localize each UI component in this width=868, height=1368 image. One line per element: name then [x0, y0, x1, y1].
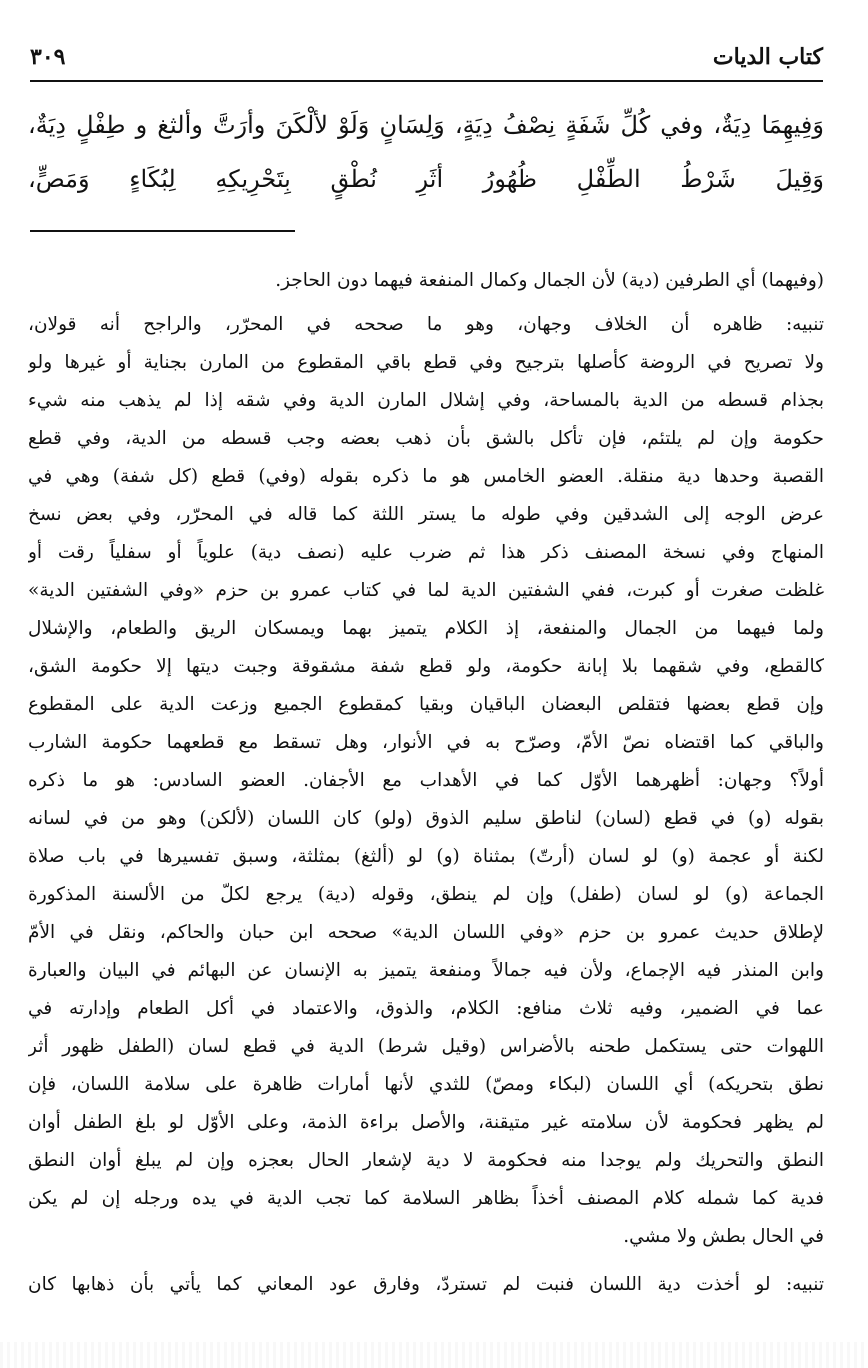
sharh-line: الجماعة (و) لو لسان (طفل) وإن لم ينطق، وقوله (دية) يرجع لكلّ من الألسنة المذكورة	[28, 884, 824, 905]
sharh-line: المنهاج وفي نسخة المصنف ذكر هذا ثم ضرب عليه (نصف دية) علوياً أو سفلياً رقت أو	[28, 542, 824, 563]
sharh-line: وإن قطع بعضها فتقلص البعضان الباقيان وبقيا كمقطوع الجميع وزعت الدية على المقطوع	[28, 694, 824, 715]
page-header	[30, 40, 823, 82]
sharh-line: عما في الضمير، وفيه ثلاث منافع: الكلام، والذوق، والاعتماد في أكل الطعام وإدارته في	[28, 998, 824, 1019]
separator-rule	[30, 230, 295, 232]
sharh-line: لإطلاق حديث عمرو بن حزم «وفي اللسان الدية» صححه ابن حبان والحاكم، ونقل في الأمّ	[28, 922, 824, 943]
sharh-line: (وفيهما) أي الطرفين (دية) لأن الجمال وكمال المنفعة فيهما دون الحاجز.	[275, 270, 824, 291]
sharh-line: بجذام قسطه من الدية بالمساحة، وفي إشلال المارن الدية وفي شقه إذا لم يذهب منه شيء	[28, 390, 824, 411]
sharh-line: أولاً؟ وجهان: أظهرهما الأوّل كما في الأهداب مع الأجفان. العضو السادس: هو ما ذكره	[28, 770, 824, 791]
sharh-line: والباقي كما اقتضاه نصّ الأمّ، وصرّح به في الأنوار، وهل تسقط مع قطعهما حكومة الشارب	[28, 732, 824, 753]
page-number: ٣٠٩	[30, 44, 66, 70]
sharh-commentary	[28, 262, 824, 1304]
sharh-line: ولا تصريح في الروضة كأصلها بترجيح وفي قطع باقي المقطوع من المارن بجناية أو غيرها ولو	[28, 352, 824, 373]
sharh-line: لكنة أو عجمة (و) لو لسان (أرتّ) بمثناة (و) لو (ألثغ) بمثلثة، وسبق تفسيرها في باب صلاة	[28, 846, 824, 867]
sharh-line: اللهوات حتى يستكمل طحنه بالأضراس (وقيل شرط) الدية في قطع لسان (الطفل ظهور أثر	[28, 1036, 824, 1057]
matn-line: وَقِيلَ شَرْطُ الطِّفْلِ ظُهُورُ أثَرِ نُطْقٍ بِتَحْرِيكِهِ لِبُكَاءٍ وَمَصٍّ،	[28, 165, 824, 193]
matn-text	[28, 98, 824, 206]
sharh-line: لم يظهر فحكومة لأن سلامته غير متيقنة، والأصل براءة الذمة، وعلى الأوّل لو بلغ الطفل أوان	[28, 1112, 824, 1133]
sharh-line: بقوله (و) في قطع (لسان) لناطق سليم الذوق (ولو) كان اللسان (لألكن) وهو من في لسانه	[28, 808, 824, 829]
sharh-line: وابن المنذر فيه الإجماع، ولأن فيه جمالاً ومنفعة يتميز به الإنسان عن البهائم في البيان والعبارة	[28, 960, 824, 981]
matn-line: وَفِيهِمَا دِيَةٌ، وفي كُلِّ شَفَةٍ نِصْفُ دِيَةٍ، وَلِسَانٍ وَلَوْ لألْكَنَ وأرَتَّ وألثغ و طِفْلٍ دِيَةٌ،	[28, 111, 824, 139]
sharh-line: غلظت صغرت أو كبرت، ففي الشفتين الدية لما في كتاب عمرو بن حزم «وفي الشفتين الدية»	[28, 580, 824, 601]
note-line: تنبيه: لو أخذت دية اللسان فنبت لم تستردّ، وفارق عود المعاني كما يأتي بأن ذهابها كان	[28, 1274, 824, 1295]
scan-edge-noise	[0, 1342, 868, 1368]
sharh-line: ولما فيهما من الجمال والمنفعة، إذ الكلام يتميز بهما ويمسكان الريق والطعام، والإشلال	[28, 618, 824, 639]
sharh-line: تنبيه: ظاهره أن الخلاف وجهان، وهو ما صححه في المحرّر، والراجح أنه قولان،	[28, 314, 824, 335]
running-title: كتاب الديات	[712, 44, 823, 70]
sharh-line: حكومة وإن لم يلتئم، فإن تأكل بالشق بأن ذهب بعضه وجب قسطه من الدية، وفي قطع	[28, 428, 824, 449]
sharh-line: في الحال بطش ولا مشي.	[623, 1226, 824, 1247]
sharh-line: كالقطع، وفي شقهما بلا إبانة حكومة، ولو قطع شفة مشقوقة وجبت ديتها إلا حكومة الشق،	[28, 656, 824, 677]
sharh-line: نطق بتحريكه) أي اللسان (لبكاء ومصّ) للثدي لأنها أمارات ظاهرة على سلامة اللسان، فإن	[28, 1074, 824, 1095]
sharh-line: فدية كما شمله كلام المصنف أخذاً بظاهر السلامة كما تجب الدية في يده ورجله إن لم يكن	[28, 1188, 824, 1209]
sharh-line: عرض الوجه إلى الشدقين وفي طوله ما يستر اللثة كما قاله في المحرّر، وفي بعض نسخ	[28, 504, 824, 525]
sharh-line: القصبة وحدها دية منقلة. العضو الخامس هو ما ذكره بقوله (وفي) قطع (كل شفة) وهي في	[28, 466, 824, 487]
sharh-line: النطق والتحريك ولم يوجدا منه فحكومة لا دية لإشعار الحال بعجزه وإن لم يبلغ أوان النطق	[28, 1150, 824, 1171]
